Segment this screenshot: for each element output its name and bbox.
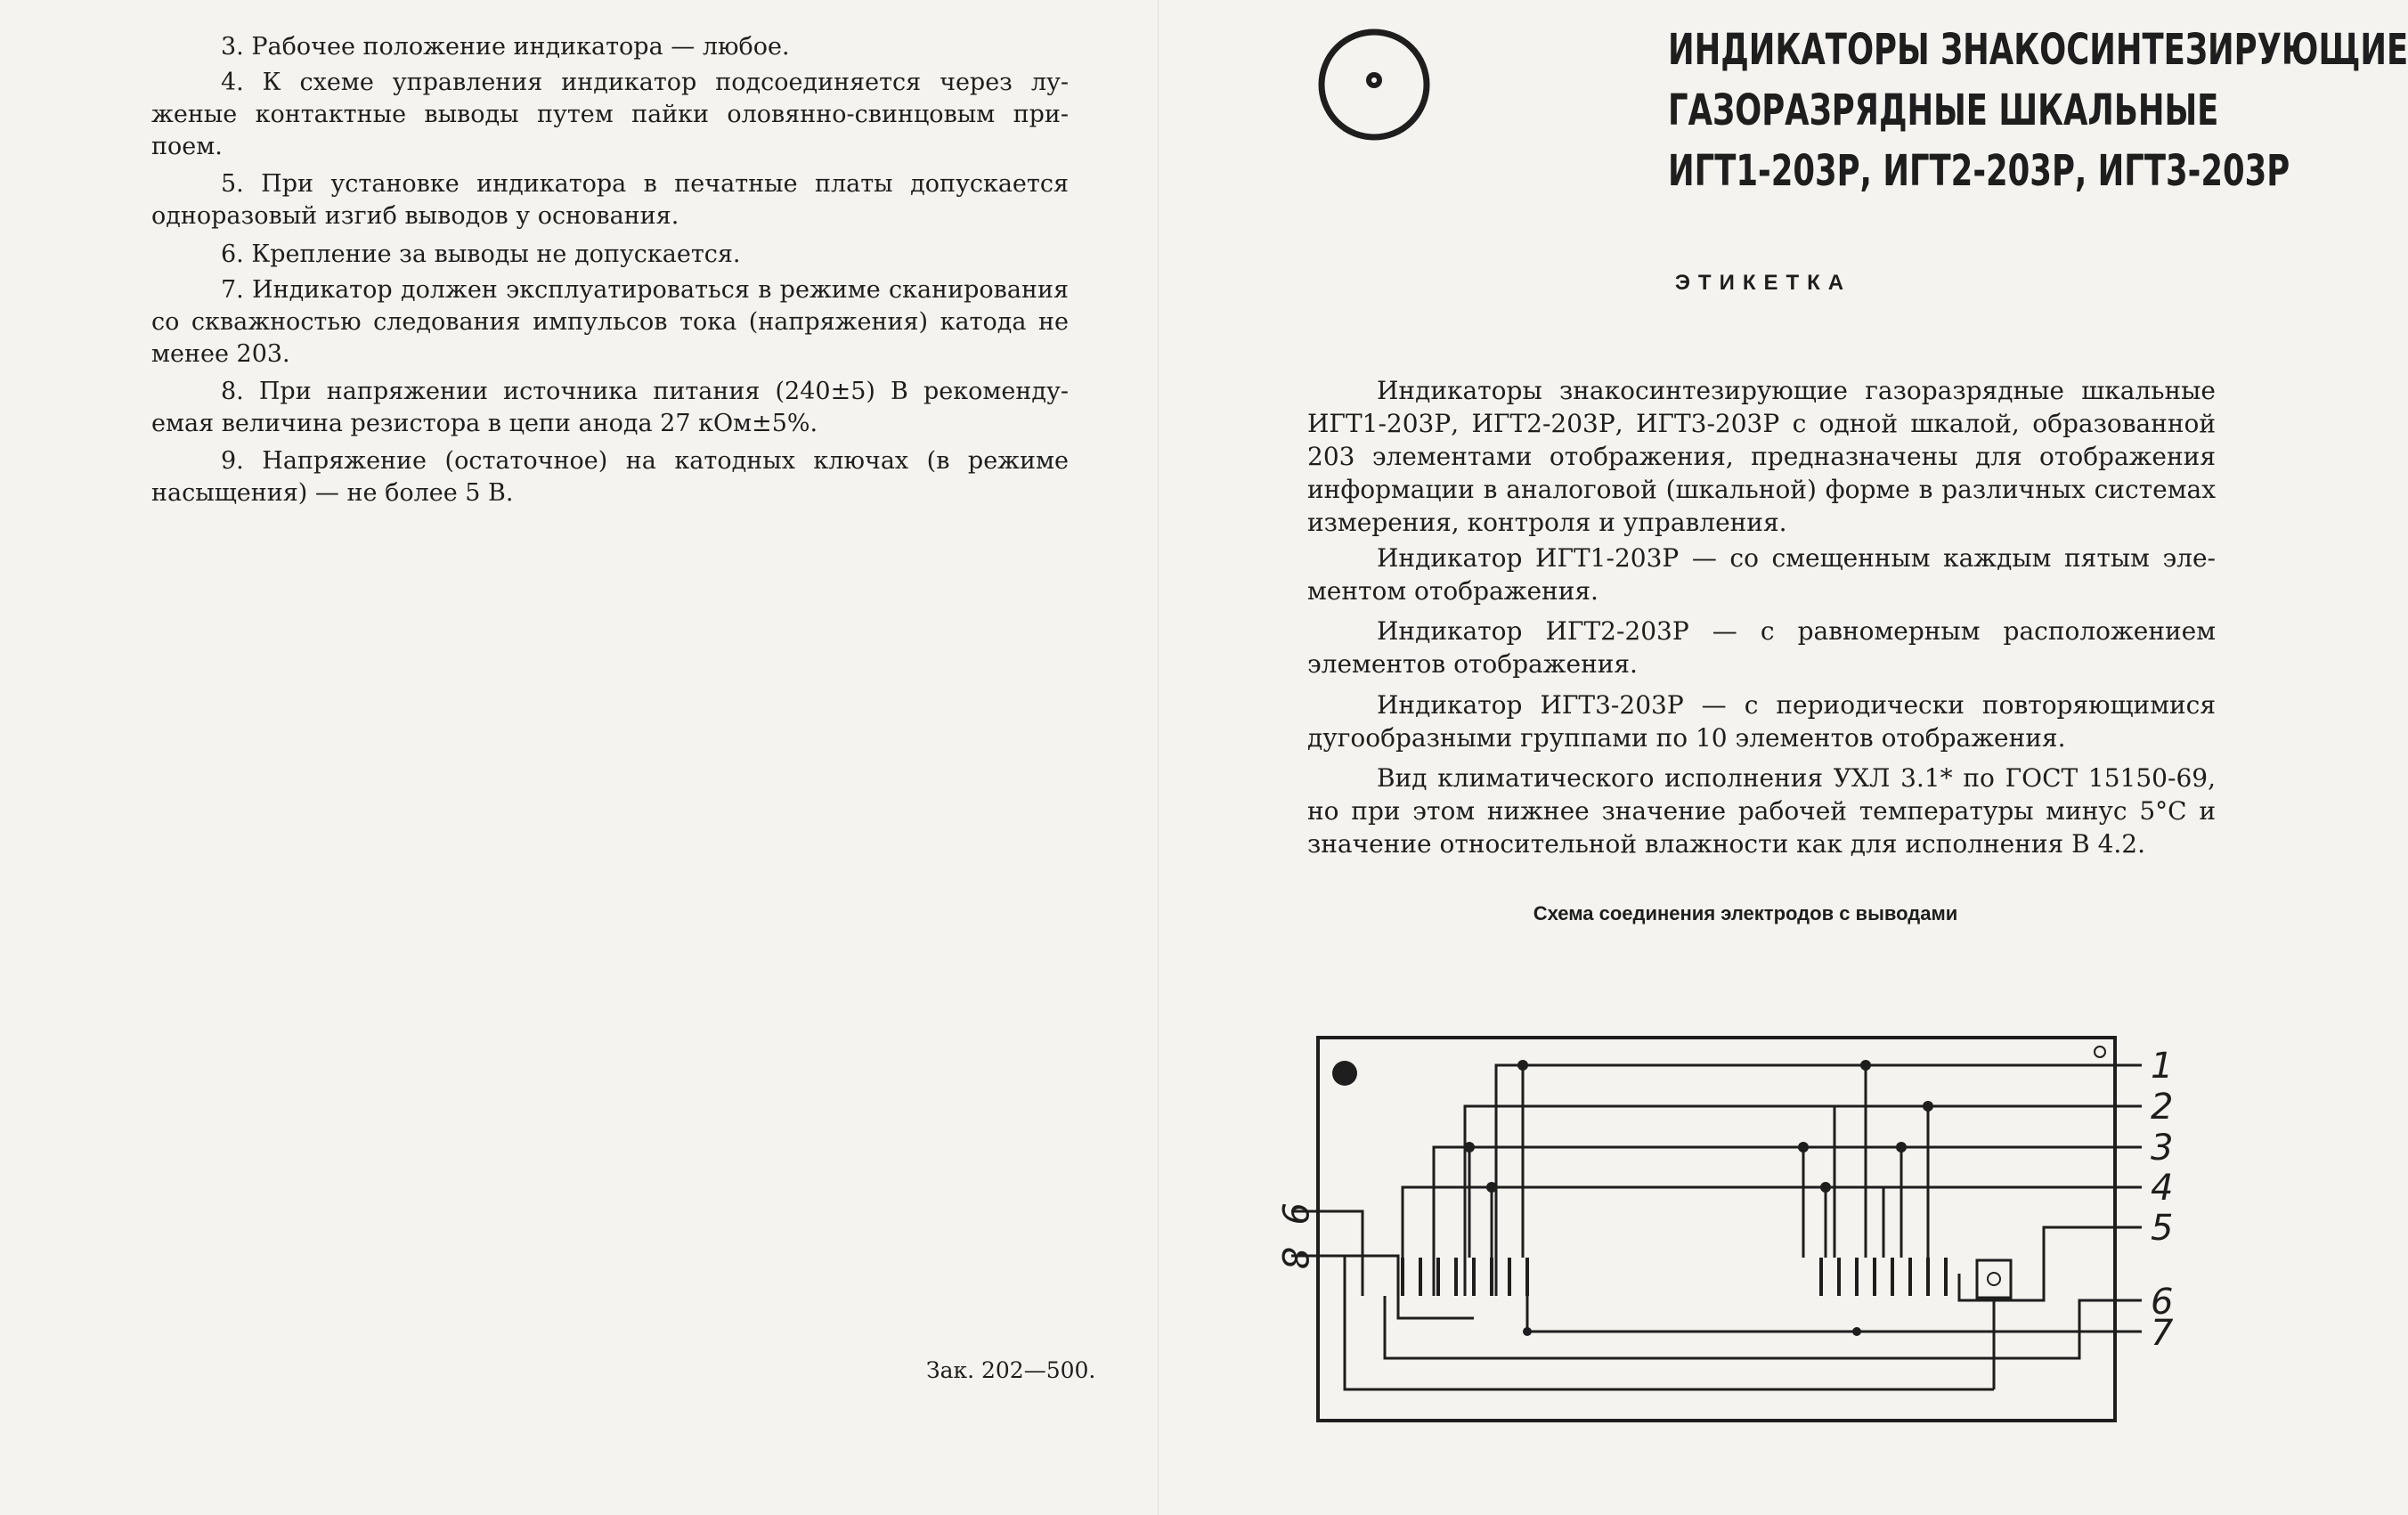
climate-paragraph: Вид климатического исполнения УХЛ 3.1* по ГОСТ 15150-69, но при этом нижнее значение рабочей температуры минус 5°С и значение относительной влажности как для исполнения В 4.2. [1307, 763, 2216, 859]
pin-label-5: 5 [2151, 1208, 2174, 1249]
item-8: 8. При напряжении источника питания (240±5) В рекомендуемая величина резистора в цепи анода 27 кОм±5%. [151, 378, 1069, 437]
pin-label-4: 4 [2151, 1168, 2174, 1209]
mounting-hole-icon [2095, 1047, 2105, 1057]
right-page [1265, 0, 2408, 1515]
pin-label-3: 3 [2151, 1128, 2174, 1169]
label-heading: ЭТИКЕТКА [1674, 271, 1852, 295]
item-7: 7. Индикатор должен эксплуатироваться в режиме сканирования со скважностью следования импульсов тока (напряжения) катода не менее 203. [151, 276, 1069, 368]
print-order-number: Зак. 202—500. [926, 1357, 1096, 1383]
electrode-connection-diagram [1251, 1006, 2231, 1434]
orientation-dot-icon [1332, 1061, 1357, 1086]
igt2-paragraph: Индикатор ИГТ2-203Р — с равномерным расположением элементов отображения. [1307, 616, 2216, 679]
item-3: 3. Рабочее положение индикатора — любое. [221, 33, 790, 61]
item-4: 4. К схеме управления индикатор подсоединяется через луженые контактные выводы путем пайки оловянно-свинцовым припоем. [151, 69, 1069, 160]
item-9: 9. Напряжение (остаточное) на катодных ключах (в режиме насыщения) — не более 5 В. [151, 447, 1069, 507]
document-title [1668, 20, 2408, 201]
pin-label-9: 9 [1273, 1202, 1314, 1226]
title-line-3: ИГТ1-203Р, ИГТ2-203Р, ИГТ3-203Р [1668, 146, 2290, 196]
page-fold [1158, 0, 1159, 1515]
left-page [0, 0, 1149, 1515]
pin-label-7: 7 [2151, 1313, 2174, 1354]
igt3-paragraph: Индикатор ИГТ3-203Р — с периодически повторяющимися дугообразными группами по 10 элементов отображения. [1307, 690, 2216, 753]
item-6: 6. Крепление за выводы не допускается. [221, 240, 741, 268]
pin-label-6: 6 [2151, 1282, 2174, 1323]
manufacturer-logo-icon [1316, 27, 1432, 143]
title-line-2: ГАЗОРАЗРЯДНЫЕ ШКАЛЬНЫЕ [1668, 86, 2219, 135]
item-5: 5. При установке индикатора в печатные платы допускается одноразовый изгиб выводов у основания. [151, 170, 1069, 230]
title-line-1: ИНДИКАТОРЫ ЗНАКОСИНТЕЗИРУЮЩИЕ [1668, 25, 2408, 75]
anode-symbol [1977, 1260, 2011, 1298]
igt1-paragraph: Индикатор ИГТ1-203Р — со смещенным каждым пятым элементом отображения. [1307, 543, 2216, 606]
indicator-housing [1318, 1038, 2115, 1421]
pin-label-1: 1 [2151, 1046, 2174, 1087]
pin-label-2: 2 [2151, 1087, 2174, 1128]
description-paragraph: Индикаторы знакосинтезирующие газоразрядные шкальные ИГТ1-203Р, ИГТ2-203Р, ИГТ3-203Р с одной шкалой, образованной 203 элементами отображения, предназначены для отображения информации в аналоговой (шкальной) форме в различных системах измерения, контроля и управления. [1307, 376, 2216, 537]
schema-title: Схема соединения электродов с выводами [1533, 902, 1958, 924]
pin-label-8: 8 [1273, 1247, 1314, 1270]
